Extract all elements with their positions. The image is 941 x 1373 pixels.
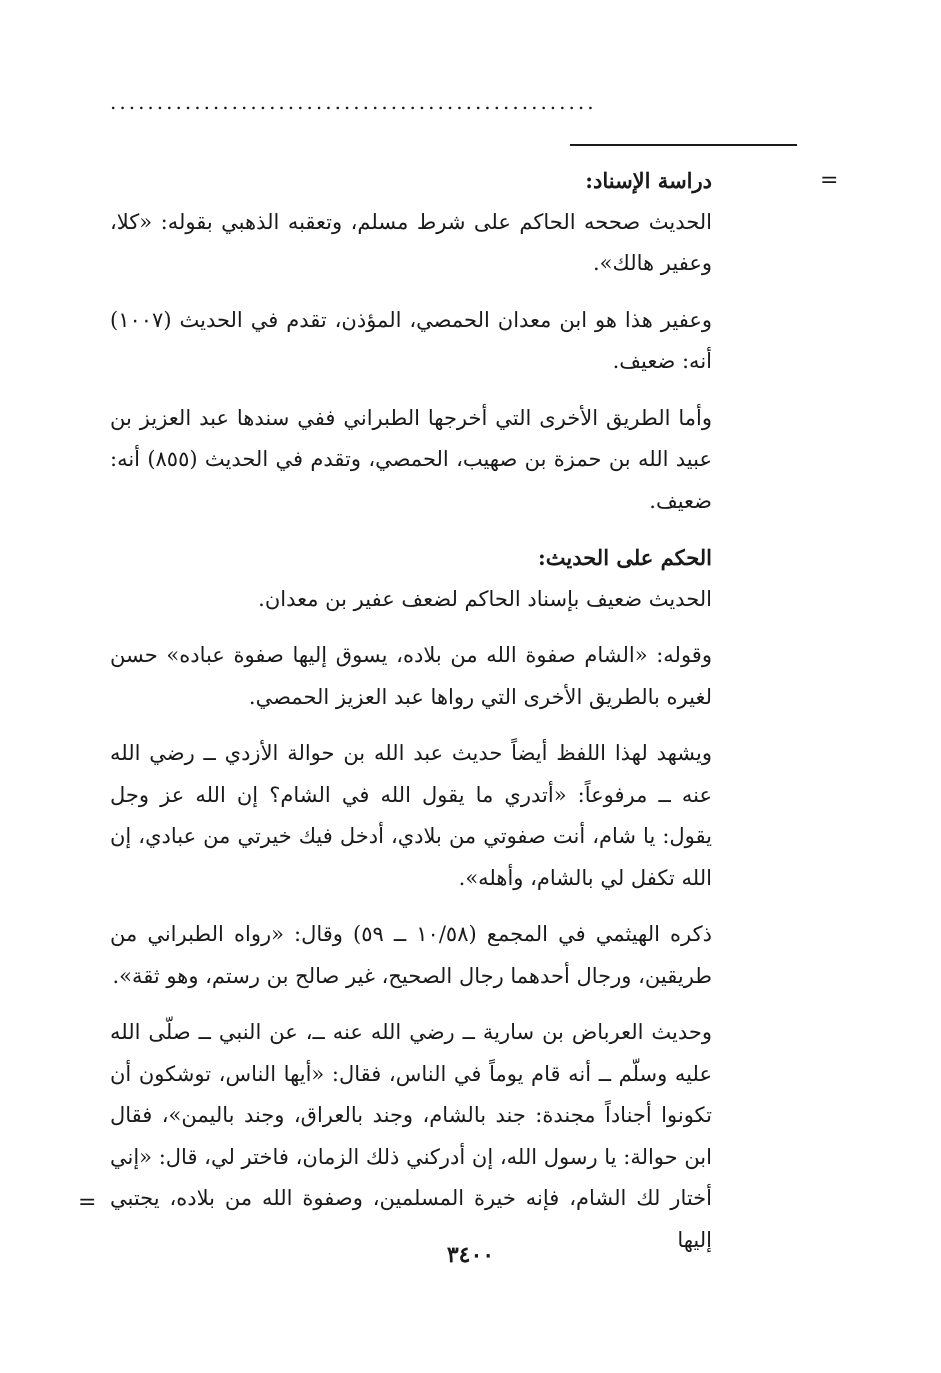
- hukm-paragraph-1: الحديث ضعيف بإسناد الحاكم لضعف عفير بن معدان.: [258, 586, 712, 611]
- hukm-paragraph-4: ذكره الهيثمي في المجمع (١٠/٥٨ ــ ٥٩) وقال: «رواه الطبراني من طريقين، ورجال أحدهما رجال الصحيح، غير صالح بن رستم، وهو ثقة».: [110, 922, 712, 988]
- isnad-paragraph-3: وأما الطريق الأخرى التي أخرجها الطبراني ففي سندها عبد العزيز بن عبيد الله بن حمزة بن صهيب، الحمصي، وتقدم في الحديث (٨٥٥) أنه: ضعيف.: [110, 405, 712, 513]
- hukm-paragraph-3: ويشهد لهذا اللفظ أيضاً حديث عبد الله بن حوالة الأزدي ــ رضي الله عنه ــ مرفوعاً: «أتدري ما يقول الله في الشام؟ إن الله عز وجل يقول: يا شام، أنت صفوتي من بلادي، أدخل فيك خيرتي من عبادي، إن الله تكفل لي بالشام، وأهله».: [110, 741, 712, 890]
- main-text: [110, 160, 712, 1265]
- continuation-mark-bottom: =: [78, 1190, 97, 1215]
- isnad-paragraph-2: وعفير هذا هو ابن معدان الحمصي، المؤذن، تقدم في الحديث (١٠٠٧) أنه: ضعيف.: [110, 307, 712, 373]
- hukm-paragraph-5: وحديث العرباض بن سارية ــ رضي الله عنه ــ، عن النبي ــ صلّى الله عليه وسلّم ــ أنه قام يوماً في الناس، فقال: «أيها الناس، توشكون أن تكونوا أجناداً مجندة: جند بالشام، وجند بالعراق، وجند باليمن»، فقال ابن حوالة: يا رسول الله، إن أدركني ذلك الزمان، فاختر لي، قال: «إني أختار لك الشام، فإنه خيرة المسلمين، وصفوة الله من بلاده، يجتبي إليها: [110, 1020, 712, 1252]
- header-dotted-line: ....................................................: [110, 92, 597, 112]
- isnad-heading: دراسة الإسناد:: [585, 168, 712, 193]
- page-number: ٣٤٠٠: [446, 1242, 495, 1268]
- hukm-heading: الحكم على الحديث:: [538, 545, 712, 570]
- isnad-paragraph-1: الحديث صححه الحاكم على شرط مسلم، وتعقبه الذهبي بقوله: «كلا، وعفير هالك».: [110, 209, 712, 275]
- continuation-mark-top: =: [820, 168, 839, 193]
- footnote-separator-rule: [570, 144, 797, 146]
- hukm-paragraph-2: وقوله: «الشام صفوة الله من بلاده، يسوق إليها صفوة عباده» حسن لغيره بالطريق الأخرى التي رواها عبد العزيز الحمصي.: [110, 643, 712, 709]
